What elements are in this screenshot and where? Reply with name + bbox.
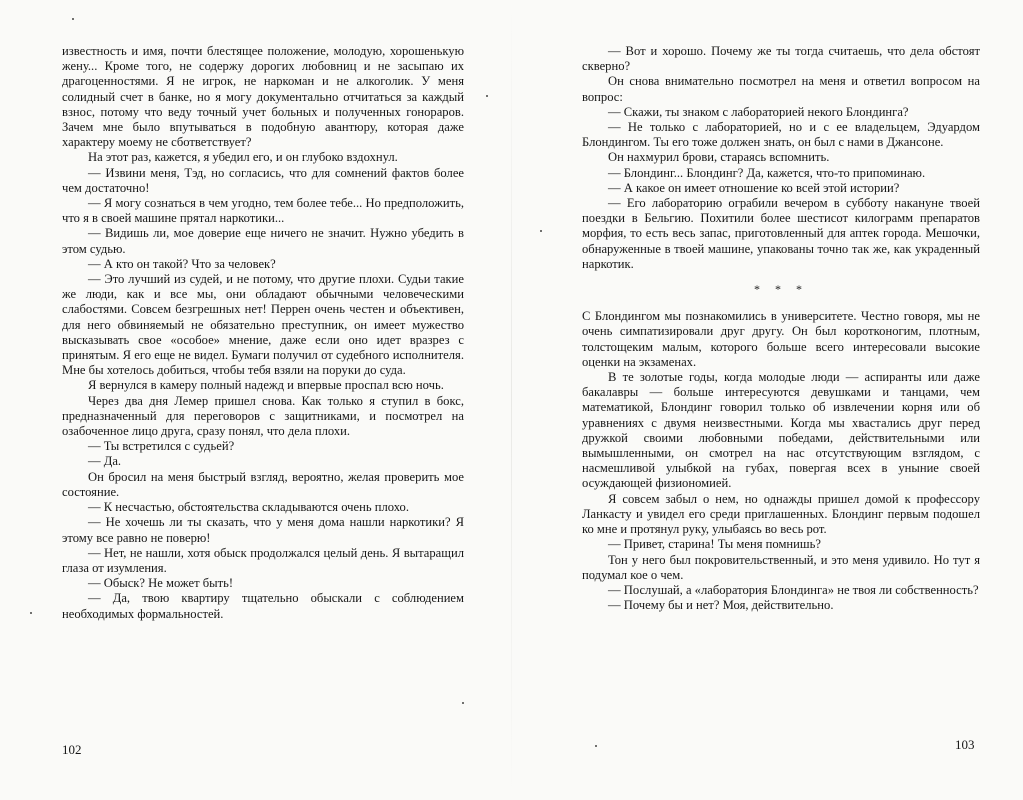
- paragraph: известность и имя, почти блестящее положение, молодую, хорошенькую жену... Кроме того, не содержу дорогих любовниц и не засыпаю их драгоценностями. Я не игрок, не наркоман и не алкоголик. У меня солидный счет в банке, но я могу документально отчитаться за каждый взнос, потому что веду точный учет больных и полученных гонораров. Зачем мне было впутываться в подобную авантюру, которая даже характеру моему не сбответствует?: [62, 44, 464, 150]
- paragraph: — Да.: [88, 454, 122, 469]
- paragraph: — Это лучший из судей, и не потому, что другие плохи. Судьи такие же люди, как и все мы, они обладают обычными человеческими слабостями. Совсем безгрешных нет! Перрен очень честен и объективен, для него обвиняемый не обязательно преступник, он имеет мужество высказывать свое «особое» мнение, даже если оно идет вразрез с принятым. Я его еще не видел. Бумаги получил от судебного исполнителя. Мне бы хотелось добиться, чтобы тебя взяли на поруки до суда.: [62, 272, 464, 378]
- paragraph: Я вернулся в камеру полный надежд и впервые проспал всю ночь.: [88, 378, 444, 393]
- paragraph: Он нахмурил брови, стараясь вспомнить.: [608, 150, 830, 165]
- paragraph: В те золотые годы, когда молодые люди — аспиранты или даже бакалавры — больше интересуются девушками и танцами, чем математикой, Блондинг говорил только об извлечении корня или об уравнениях с двумя неизвестными. Когда мы хвастались друг перед дружкой своими любовными победами, действительными или вымышленными, он смотрел на нас отсутствующим взглядом, с насмешливой улыбкой на губах, повергая всех в уныние своей осуждающей физиономией.: [582, 370, 980, 491]
- scan-speck: [540, 230, 542, 232]
- paragraph: — Блондинг... Блондинг? Да, кажется, что-то припоминаю.: [608, 165, 926, 180]
- book-gutter: [511, 0, 512, 800]
- paragraph: — Почему бы и нет? Моя, действительно.: [608, 598, 834, 613]
- paragraph: — Видишь ли, мое доверие еще ничего не значит. Нужно убедить в этом судью.: [62, 226, 464, 256]
- paragraph: — Не хочешь ли ты сказать, что у меня дома нашли наркотики? Я этому все равно не поверю!: [62, 515, 464, 545]
- paragraph: — Не только с лабораторией, но и с ее владельцем, Эдуардом Блондингом. Ты его тоже должен знать, он был с нами в Джансоне.: [582, 120, 980, 150]
- scan-speck: [30, 612, 32, 614]
- paragraph: Через два дня Лемер пришел снова. Как только я ступил в бокс, предназначенный для переговоров с защитниками, и посмотрел на озабоченное лицо друга, сразу понял, что дела плохи.: [62, 393, 464, 439]
- paragraph: Я совсем забыл о нем, но однажды пришел домой к профессору Ланкасту и увидел его среди приглашенных. Блондинг первым подошел ко мне и протянул руку, улыбаясь во весь рот.: [582, 491, 980, 537]
- paragraph: С Блондингом мы познакомились в университете. Честно говоря, мы не очень симпатизировали друг другу. Он был коротконогим, плотным, толстощеким малым, которого больше всего интересовали высокие оценки на экзаменах.: [582, 309, 980, 369]
- paragraph: — Обыск? Не может быть!: [88, 576, 234, 591]
- paragraph: Он бросил на меня быстрый взгляд, вероятно, желая проверить мое состояние.: [62, 469, 464, 499]
- right-page-text: [582, 44, 980, 613]
- left-page-text: [62, 44, 464, 622]
- scan-speck: [462, 702, 464, 704]
- paragraph: — Привет, старина! Ты меня помнишь?: [608, 537, 821, 552]
- scan-speck: [595, 745, 597, 747]
- paragraph: — Извини меня, Тэд, но согласись, что для сомнений фактов более чем достаточно!: [62, 165, 464, 195]
- paragraph: Тон у него был покровительственный, и это меня удивило. Но тут я подумал кое о чем.: [582, 552, 980, 582]
- paragraph: На этот раз, кажется, я убедил его, и он глубоко вздохнул.: [88, 150, 398, 165]
- paragraph: — Скажи, ты знаком с лабораторией некого Блондинга?: [608, 104, 909, 119]
- paragraph: — Да, твою квартиру тщательно обыскали с соблюдением необходимых формальностей.: [62, 591, 464, 621]
- paragraph: — А какое он имеет отношение ко всей этой истории?: [608, 180, 900, 195]
- scan-speck: [486, 95, 488, 97]
- page-number-right: 103: [955, 737, 975, 752]
- scan-speck: [72, 18, 74, 20]
- paragraph: — Вот и хорошо. Почему же ты тогда считаешь, что дела обстоят скверно?: [582, 44, 980, 74]
- paragraph: — Нет, не нашли, хотя обыск продолжался целый день. Я вытаращил глаза от изумления.: [62, 545, 464, 575]
- page-number-left: 102: [62, 742, 82, 757]
- paragraph: — Послушай, а «лаборатория Блондинга» не твоя ли собственность?: [608, 582, 979, 597]
- section-separator: * * *: [754, 282, 808, 297]
- paragraph: — Его лабораторию ограбили вечером в субботу накануне твоей поездки в Бельгию. Похитили более шестисот килограмм препаратов морфия, то есть весь запас, приготовленный для аптек города. Мешочки, обнаруженные в твоей машине, упакованы точно так же, как украденный наркотик.: [582, 196, 980, 271]
- paragraph: — К несчастью, обстоятельства складываются очень плохо.: [88, 500, 409, 515]
- paragraph: — Ты встретился с судьей?: [88, 439, 235, 454]
- paragraph: — Я могу сознаться в чем угодно, тем более тебе... Но предположить, что я в своей машине прятал наркотики...: [62, 196, 464, 226]
- paragraph: — А кто он такой? Что за человек?: [88, 256, 276, 271]
- paragraph: Он снова внимательно посмотрел на меня и ответил вопросом на вопрос:: [582, 74, 980, 104]
